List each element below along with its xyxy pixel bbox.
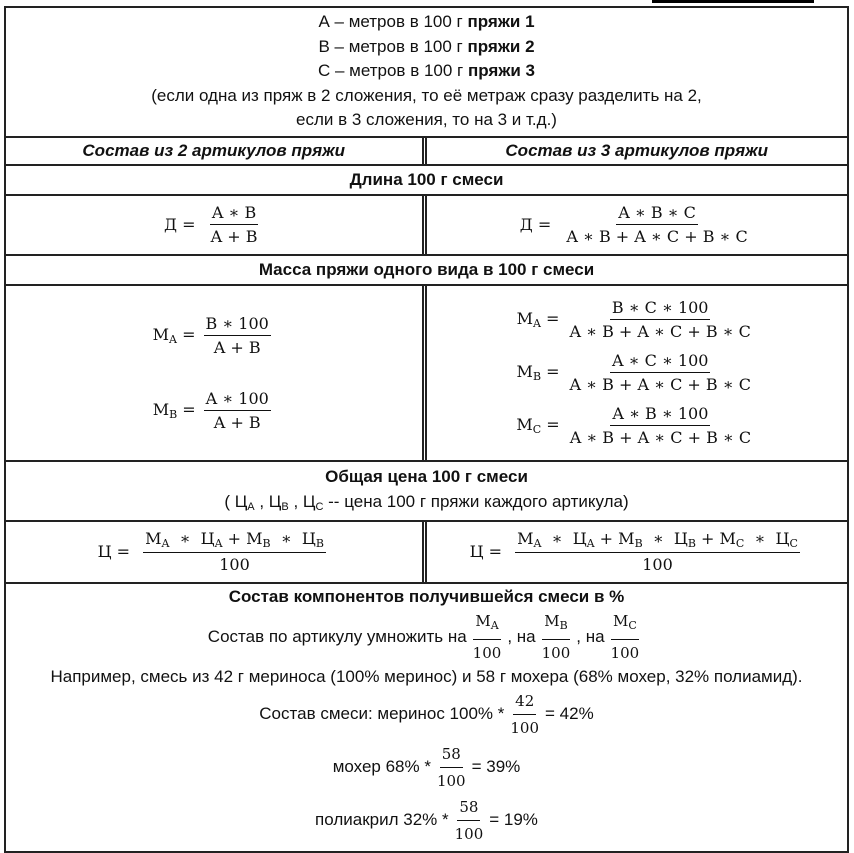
numerator xyxy=(143,529,326,553)
subscript: C xyxy=(315,500,324,513)
numerator: A ∗ B ∗ C xyxy=(616,203,698,225)
length-heading-row xyxy=(6,166,847,196)
var: M xyxy=(516,362,533,381)
subscript: A xyxy=(490,618,499,632)
subscript: B xyxy=(559,618,568,632)
subscript: B xyxy=(281,500,289,513)
term-text: M xyxy=(517,529,534,548)
formula-lhs: Ц = xyxy=(469,542,508,561)
denominator: 100 xyxy=(541,643,571,662)
price-formula-two xyxy=(6,522,427,582)
intro-bold: пряжи 1 xyxy=(467,12,535,31)
subscript: B xyxy=(687,537,696,550)
equals: = xyxy=(177,399,196,419)
length-heading: Длина 100 г смеси xyxy=(349,169,504,189)
term-text: ∗ Ц xyxy=(642,529,688,548)
denominator: 100 xyxy=(219,555,250,574)
subscript: A xyxy=(161,537,170,550)
formula-lhs: Д = xyxy=(164,215,201,234)
var: M xyxy=(152,399,170,419)
mass-formula-b xyxy=(153,389,275,432)
length-formula-three xyxy=(427,196,848,254)
calc-polyacryl xyxy=(315,796,538,845)
term-text: , Ц xyxy=(288,491,316,511)
denominator: 100 xyxy=(642,555,673,574)
term-text: + M xyxy=(222,529,263,548)
calc-merino xyxy=(259,690,593,739)
term-text: ∗ Ц xyxy=(744,529,790,548)
subscript: C xyxy=(628,618,637,632)
fraction xyxy=(564,203,749,246)
subscript: B xyxy=(169,407,178,421)
mass-formulas-two xyxy=(6,286,427,460)
calc-result: = 42% xyxy=(545,704,594,723)
mass-formula-row xyxy=(6,286,847,462)
intro-note-2: если в 3 сложения, то на 3 и т.д.) xyxy=(296,110,557,129)
intro-text: А – метров в 100 г xyxy=(318,12,468,31)
subscript: A xyxy=(533,317,541,330)
denominator: 100 xyxy=(472,643,502,662)
denominator: 100 xyxy=(610,643,640,662)
calc-label: Состав смеси: меринос 100% * xyxy=(259,704,505,723)
var: M xyxy=(152,324,170,344)
mass-formulas-three xyxy=(427,286,848,460)
var: M xyxy=(475,611,491,630)
var: M xyxy=(516,415,533,434)
denominator: 100 xyxy=(510,718,540,737)
composition-heading: Состав компонентов получившейся смеси в % xyxy=(228,586,625,606)
numerator: A ∗ C ∗ 100 xyxy=(610,351,710,373)
mass-heading: Масса пряжи одного вида в 100 г смеси xyxy=(258,259,595,279)
numerator: B ∗ 100 xyxy=(204,314,271,336)
numerator: A ∗ 100 xyxy=(204,389,271,411)
subscript: A xyxy=(247,500,255,513)
mass-formula-b xyxy=(517,351,757,394)
numerator: B ∗ C ∗ 100 xyxy=(610,298,711,320)
subscript: C xyxy=(735,537,745,550)
term-text: ( Ц xyxy=(224,491,248,511)
fraction xyxy=(209,203,260,246)
top-edge-bar xyxy=(652,0,814,3)
term-text: + M xyxy=(695,529,736,548)
separator: , на xyxy=(507,626,536,646)
subscript: B xyxy=(315,537,324,550)
price-note xyxy=(6,489,847,520)
equals: = xyxy=(541,362,560,381)
numerator: 58 xyxy=(440,743,463,768)
column-header-row xyxy=(6,138,847,166)
subscript: C xyxy=(789,537,798,550)
equals: = xyxy=(540,309,560,328)
intro-cell xyxy=(6,8,847,136)
term-text: ∗ Ц xyxy=(169,529,215,548)
subscript: A xyxy=(169,332,177,346)
calc-mohair xyxy=(333,743,521,792)
denominator: A ∗ B + A ∗ C + B ∗ C xyxy=(569,375,751,394)
var: M xyxy=(544,611,560,630)
calc-label: мохер 68% * xyxy=(332,757,431,776)
intro-line-a xyxy=(6,10,847,35)
separator: , на xyxy=(576,626,605,646)
mass-heading-row xyxy=(6,256,847,286)
price-heading-row xyxy=(6,462,847,522)
term-text: ∗ Ц xyxy=(541,529,587,548)
column-header-three: Состав из 3 артикулов пряжи xyxy=(505,140,769,160)
price-heading-cell xyxy=(6,462,847,520)
denominator: A + B xyxy=(213,412,261,432)
subscript: A xyxy=(533,537,542,550)
intro-line-b xyxy=(6,35,847,60)
yarn-formula-table xyxy=(4,6,849,853)
denominator: 100 xyxy=(454,824,484,843)
formula-lhs: Ц = xyxy=(97,542,136,561)
term-text: M xyxy=(145,529,162,548)
numerator: 42 xyxy=(513,690,536,715)
numerator xyxy=(515,529,800,553)
intro-text: В – метров в 100 г xyxy=(318,36,468,56)
subscript: C xyxy=(532,423,542,436)
equals: = xyxy=(177,324,196,344)
term-text: -- цена 100 г пряжи каждого артикула) xyxy=(323,491,629,511)
denominator: A ∗ B + A ∗ C + B ∗ C xyxy=(569,428,752,447)
price-heading: Общая цена 100 г смеси xyxy=(325,466,528,486)
denominator: A + B xyxy=(210,227,258,246)
equals: = xyxy=(541,415,560,434)
column-header-two: Состав из 2 артикулов пряжи xyxy=(6,138,427,164)
denominator: A ∗ B + A ∗ C + B ∗ C xyxy=(566,227,748,246)
var: M xyxy=(516,309,534,328)
subscript: B xyxy=(532,370,542,383)
intro-line-c xyxy=(6,59,847,84)
multiply-text: Состав по артикулу умножить на xyxy=(207,626,467,646)
intro-bold: пряжи 2 xyxy=(467,36,535,56)
length-formula-two xyxy=(6,196,427,254)
subscript: B xyxy=(634,537,643,550)
denominator: A + B xyxy=(213,337,261,357)
subscript: B xyxy=(262,537,271,550)
subscript: A xyxy=(214,537,223,550)
calc-label: полиакрил 32% * xyxy=(315,810,449,829)
denominator: A ∗ B + A ∗ C + B ∗ C xyxy=(569,322,751,341)
mass-formula-a xyxy=(517,298,757,341)
composition-row xyxy=(6,584,847,851)
term-text: ∗ Ц xyxy=(270,529,316,548)
mass-formula-c xyxy=(516,404,757,447)
mass-formula-a xyxy=(153,314,275,357)
numerator: A ∗ B xyxy=(210,203,258,225)
example-text: Например, смесь из 42 г мериноса (100% меринос) и 58 г мохера (68% мохер, 32% полиамид). xyxy=(50,666,803,686)
length-formula-row xyxy=(6,196,847,256)
denominator: 100 xyxy=(436,771,466,790)
subscript: A xyxy=(586,537,595,550)
intro-row xyxy=(6,8,847,138)
term-text: + M xyxy=(594,529,635,548)
numerator: 58 xyxy=(457,796,480,821)
numerator: A ∗ B ∗ 100 xyxy=(610,404,710,426)
calc-result: = 19% xyxy=(489,810,538,829)
intro-note-1: (если одна из пряж в 2 сложения, то её метраж сразу разделить на 2, xyxy=(151,85,702,105)
price-formula-three xyxy=(427,522,848,582)
multiply-line xyxy=(208,610,645,664)
intro-bold: пряжи 3 xyxy=(467,61,535,80)
term-text: , Ц xyxy=(254,491,282,511)
price-formula-row xyxy=(6,522,847,584)
var: M xyxy=(612,611,629,630)
calc-result: = 39% xyxy=(471,757,521,776)
intro-text: С – метров в 100 г xyxy=(317,61,468,80)
formula-lhs: Д = xyxy=(519,215,557,234)
